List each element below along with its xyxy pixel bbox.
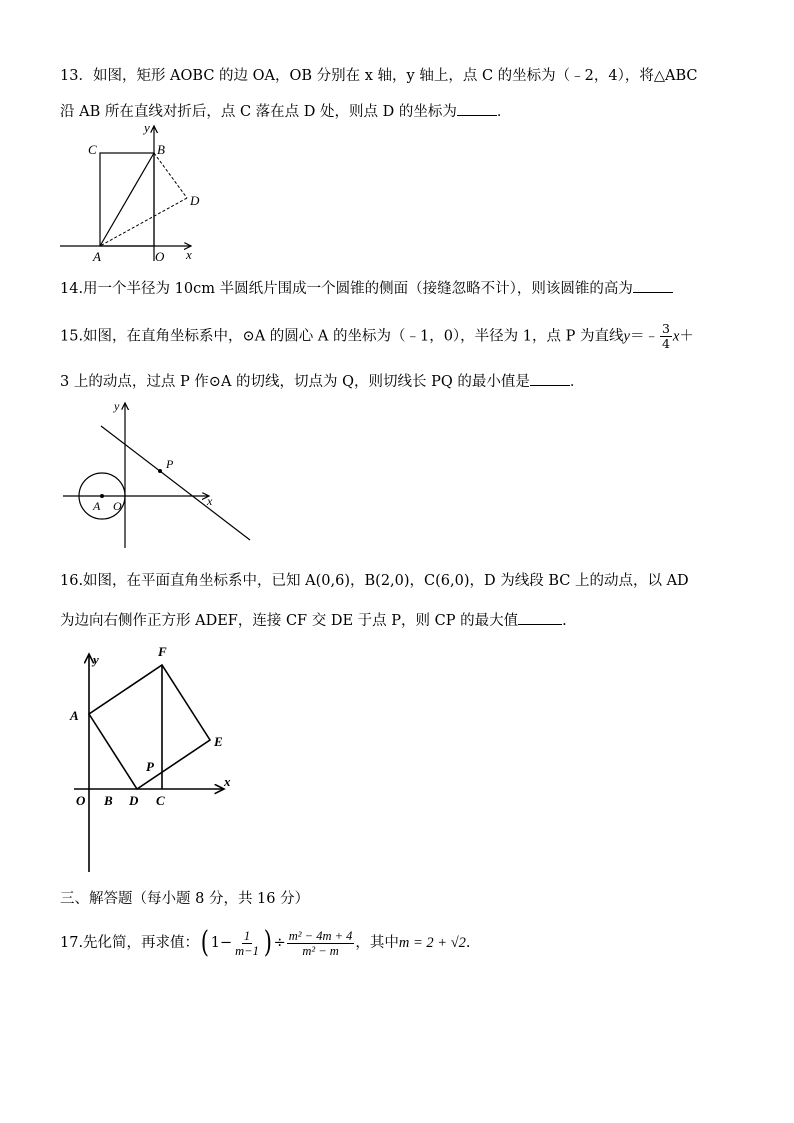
q16-label-A: A (70, 708, 79, 723)
q13-label-y: y (144, 120, 150, 135)
q17-fraction-2 (287, 929, 355, 958)
q13-label-A: A (93, 249, 101, 264)
q15-line1-text: 15.如图，在直角坐标系中，⊙A 的圆心 A 的坐标为（﹣1，0），半径为 1，点 P 为直线 (60, 328, 624, 345)
q17-f1-den: m−1 (235, 943, 259, 958)
q17-mid: ，其中 (355, 935, 399, 951)
q15-line1 (60, 322, 694, 351)
q15-line2-text: 3 上的动点，过点 P 作⊙A 的切线，切点为 Q，则切线长 PQ 的最小值是 (60, 374, 530, 390)
q17-right-paren: ) (263, 925, 272, 960)
q13-end: ． (496, 104, 512, 120)
q13-line1: 13．如图，矩形 AOBC 的边 OA，OB 分别在 x 轴，y 轴上，点 C 的坐标为（﹣2，4），将△ABC (60, 68, 698, 84)
q17-left-paren: ( (200, 925, 210, 960)
q13-label-x: x (186, 247, 192, 262)
q13-line2-text: 沿 AB 所在直线对折后，点 C 落在点 D 处，则点 D 的坐标为 (60, 104, 457, 120)
q16-label-x: x (224, 774, 231, 789)
q17-end: . (465, 935, 471, 951)
q16-line2-text: 为边向右侧作正方形 ADEF，连接 CF 交 DE 于点 P，则 CP 的最大值 (60, 613, 519, 629)
q14-text: 14.用一个半径为 10cm 半圆纸片围成一个圆锥的侧面（接缝忽略不计），则该圆锥的高为 (60, 281, 633, 297)
q15-answer-blank (530, 369, 570, 386)
q13-answer-blank (457, 99, 497, 116)
q13-figure (55, 118, 205, 264)
q17-prefix: 17.先化简，再求值： (60, 935, 200, 951)
q16-answer-blank (518, 608, 562, 625)
q13-label-B: B (157, 142, 165, 157)
q16-label-E: E (214, 734, 223, 749)
q17-div: ÷ (273, 935, 286, 951)
q15-eq-eq: ＝﹣ (629, 328, 659, 345)
q17-one-minus: 1− (210, 935, 233, 951)
q16-label-O: O (76, 793, 86, 808)
q15-label-A: A (93, 499, 101, 513)
q16-label-B: B (104, 793, 113, 808)
q16-label-P: P (146, 759, 154, 774)
q14-line (60, 276, 673, 299)
q15-label-y: y (114, 399, 120, 413)
q17-fraction-1 (233, 929, 261, 958)
q16-line2 (60, 608, 567, 631)
q17-line (60, 926, 471, 960)
q16-label-y: y (93, 652, 99, 667)
q17-f2-den: m² − m (302, 943, 339, 958)
q15-label-P: P (166, 457, 174, 471)
q15-frac-den: 4 (661, 336, 670, 351)
q15-line2 (60, 369, 584, 392)
q13-label-C: C (88, 142, 97, 157)
q13-label-O: O (155, 249, 165, 264)
q16-label-C: C (156, 793, 165, 808)
q15-fraction (660, 322, 672, 351)
q15-label-O: O (113, 499, 122, 513)
q15-eq-x: x (672, 328, 680, 345)
q15-end: ． (569, 374, 585, 390)
q17-m-eq: m = 2 + √2 (398, 935, 466, 951)
section3-title: 三、解答题（每小题 8 分，共 16 分） (60, 891, 310, 907)
q16-end: . (562, 613, 567, 629)
q17-f2-num: m² − 4m + 4 (288, 928, 353, 943)
q16-line1: 16.如图，在平面直角坐标系中，已知 A(0,6)，B(2,0)，C(6,0)，D 为线段 BC 上的动点，以 AD (60, 573, 689, 589)
q16-label-D: D (129, 793, 139, 808)
q15-eq-y: y (623, 328, 630, 345)
q14-answer-blank (633, 276, 673, 293)
q13-label-D: D (190, 193, 200, 208)
q15-eq-plus: ＋ (679, 328, 694, 345)
q15-label-x: x (207, 494, 213, 508)
q15-frac-num: 3 (661, 321, 670, 336)
q15-figure (55, 398, 255, 550)
q16-label-F: F (158, 644, 167, 659)
q16-figure (60, 640, 245, 875)
q17-f1-num: 1 (243, 928, 251, 943)
